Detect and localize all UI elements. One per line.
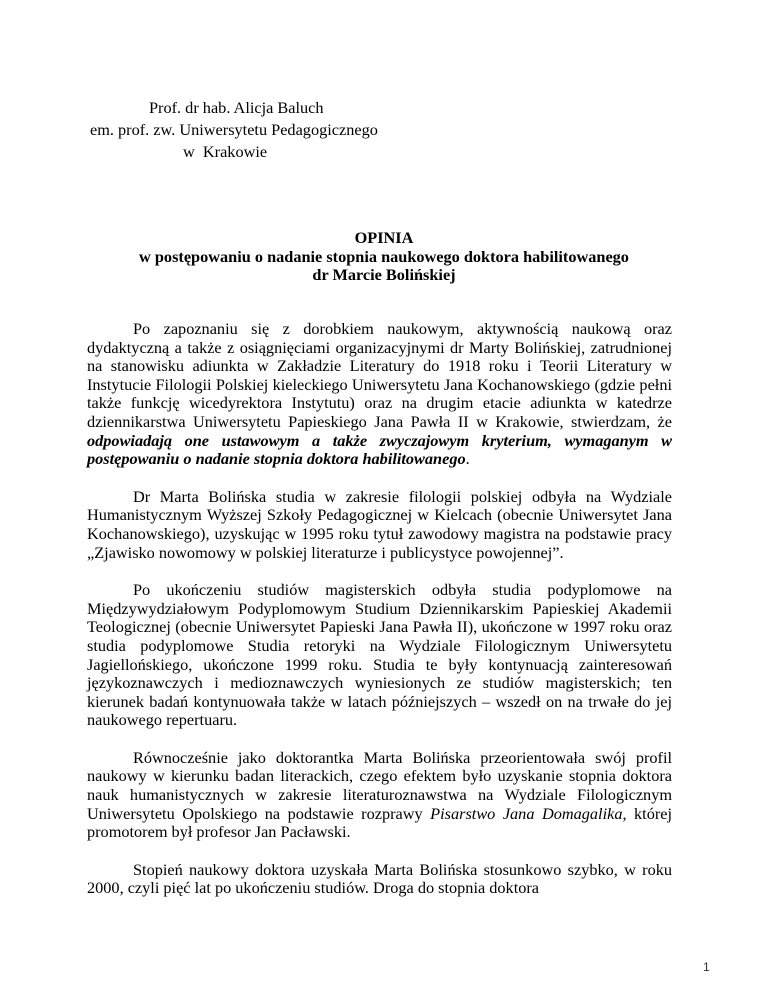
paragraph-1-end: . <box>465 449 470 469</box>
author-name: Prof. dr hab. Alicja Baluch <box>149 98 324 117</box>
paragraph-1 <box>87 320 672 469</box>
title-candidate: dr Marcie Bolińskiej <box>312 265 456 285</box>
title-heading: OPINIA <box>354 228 414 247</box>
author-affiliation: em. prof. zw. Uniwersytetu Pedagogicznego <box>90 120 378 139</box>
document-title <box>0 229 768 285</box>
paragraph-1-highlight: odpowiadają one ustawowym a także zwyczajowym kryterium, wymaganym w postępowaniu o nadanie stopnia doktora habilitowanego <box>87 430 672 469</box>
paragraph-5: Stopień naukowy doktora uzyskała Marta Bolińska stosunkowo szybko, w roku 2000, czyli pięć lat po ukończeniu studiów. Droga do stopnia doktora <box>87 859 672 898</box>
paragraph-4-end: , której promotorem był profesor Jan Pacławski. <box>87 803 673 842</box>
paragraph-2: Dr Marta Bolińska studia w zakresie filologii polskiej odbyła na Wydziale Humanistycznym Wyższej Szkoły Pedagogicznej w Kielcach (obecnie Uniwersytet Jana Kochanowskiego), uzyskując w 1995 roku tytuł zawodowy magistra na podstawie pracy „Zjawisko nowomowy w polskiej literaturze i publicystyce powojennej”. <box>87 486 672 562</box>
author-city: w Krakowie <box>183 142 268 161</box>
paragraph-4-text: Równocześnie jako doktorantka Marta Bolińska przeorientowała swój profil naukowy w kierunku badan literackich, czego efektem było uzyskanie stopnia doktora nauk humanistycznych w zakresie literaturoznawstwa na Wydziale Filologicznym Uniwersytetu Opolskiego na podstawie rozprawy <box>87 747 672 823</box>
dissertation-title: Pisarstwo Jana Domagalika <box>430 803 623 823</box>
paragraph-3: Po ukończeniu studiów magisterskich odbyła studia podyplomowe na Międzywydziałowym Podyplomowym Studium Dziennikarskim Papieskiej Akademii Teologicznej (obecnie Uniwersytet Papieski Jana Pawła II), ukończone w 1997 roku oraz studia podyplomowe Studia retoryki na Wydziale Filologicznym Uniwersytetu Jagiellońskiego, ukończone 1999 roku. Studia te były kontynuacją zainteresowań językoznawczych i medioznawczych wyniesionych ze studiów magisterskich; ten kierunek badań kontynuowała także w latach późniejszych – wszedł on na trwałe do jej naukowego repertuaru. <box>87 580 672 730</box>
document-body <box>87 320 672 917</box>
paragraph-1-text: Po zapoznaniu się z dorobkiem naukowym, aktywnością naukową oraz dydaktyczną a także z osiągnięciami organizacyjnymi dr Marty Bolińskiej, zatrudnionej na stanowisku adiunkta w Zakładzie Literatury do 1918 roku i Teorii Literatury w Instytucie Filologii Polskiej kieleckiego Uniwersytetu Jana Kochanowskiego (gdzie pełni także funkcję wicedyrektora Instytutu) oraz na drugim etacie adiunkta w katedrze dziennikarstwa Uniwersytetu Papieskiego Jana Pawła II w Krakowie, stwierdzam, że <box>87 319 672 431</box>
paragraph-4 <box>87 749 672 842</box>
page-number: 1 <box>703 960 710 974</box>
title-subject: w postępowaniu o nadanie stopnia naukowego doktora habilitowanego <box>139 246 629 266</box>
